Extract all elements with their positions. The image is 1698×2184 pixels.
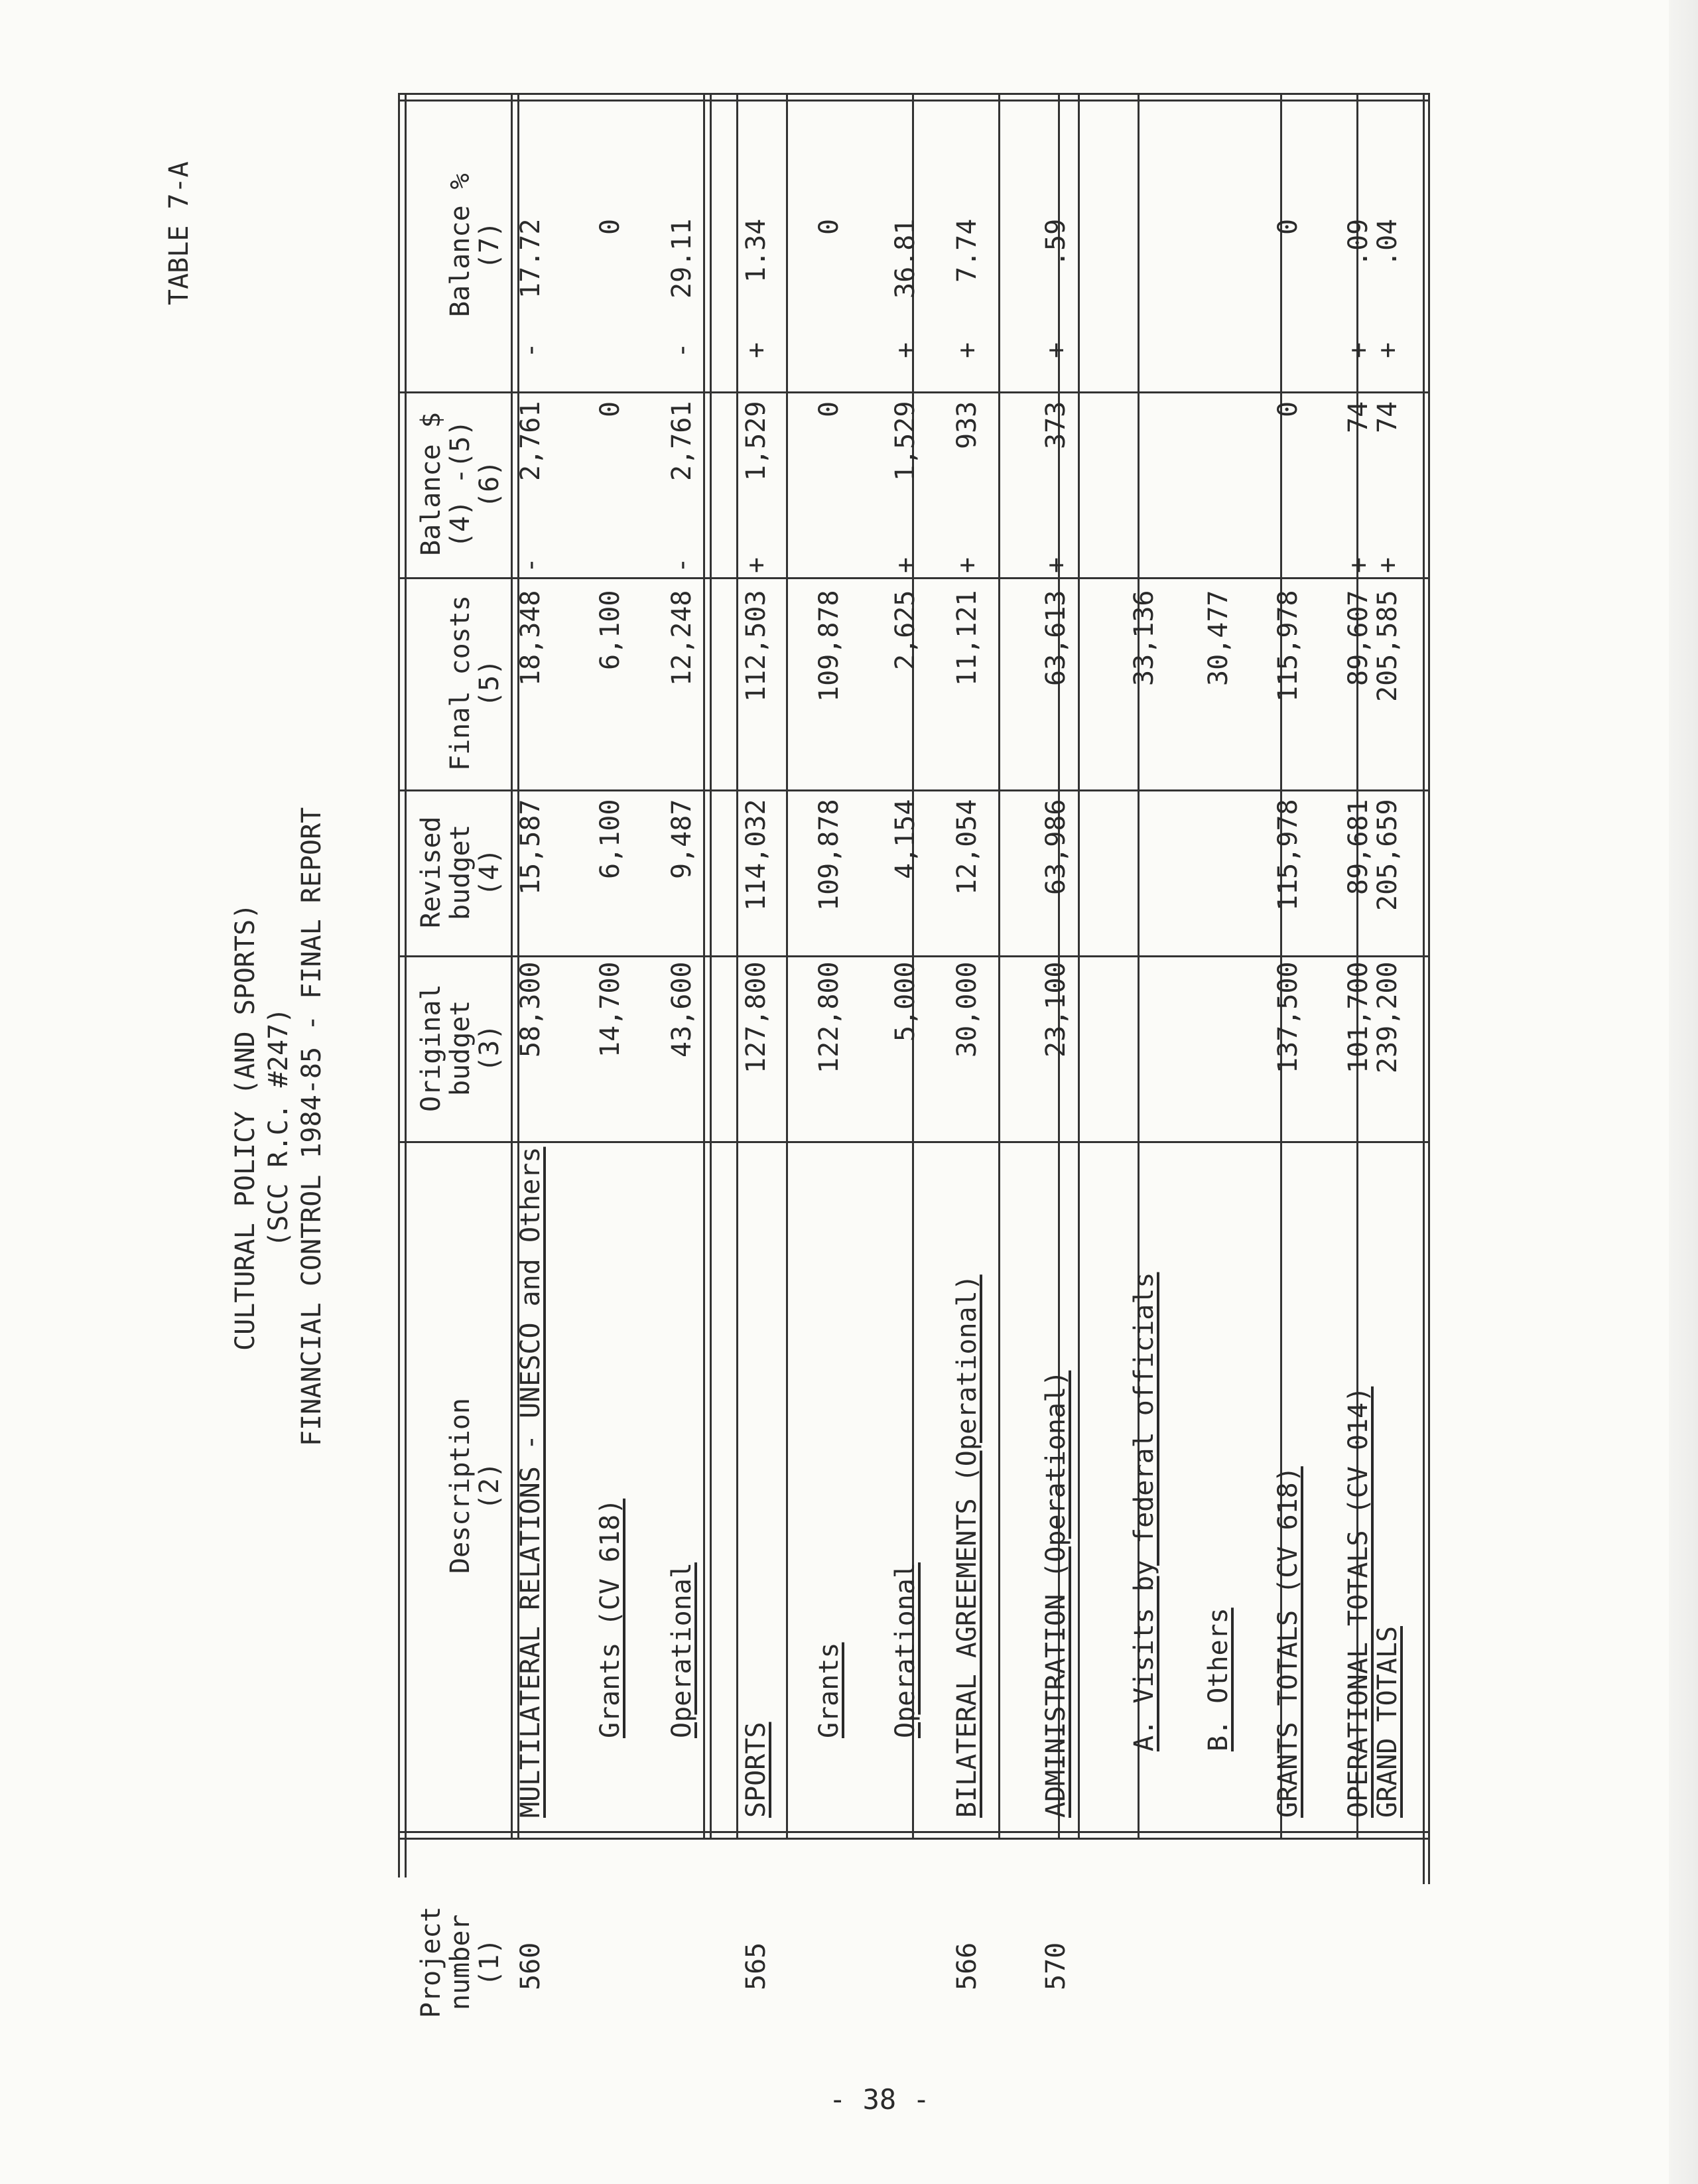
final-costs: 112,503 <box>741 590 771 702</box>
column-rule <box>398 577 1430 579</box>
header-c2-l1: Description <box>445 1398 476 1574</box>
row-description: Grants <box>814 1642 844 1738</box>
header-c5-l2: (5) <box>474 659 505 707</box>
final-costs: 89,607 <box>1343 590 1374 686</box>
header-c1-l1: Project <box>416 1905 446 2018</box>
balance-dollars: 2,761 <box>515 401 546 481</box>
final-costs: 205,585 <box>1372 590 1403 702</box>
balance-percent: 0 <box>814 218 844 235</box>
balance-percent: 29.11 <box>667 218 697 299</box>
row-description: Operational <box>890 1562 921 1738</box>
balance-pct-sign: + <box>1343 342 1374 358</box>
title-line-3: FINANCIAL CONTROL 1984-85 - FINAL REPORT <box>296 807 327 1446</box>
balance-percent: 36.81 <box>890 218 921 299</box>
balance-dollars: 373 <box>1041 401 1071 449</box>
balance-sign: + <box>1041 557 1071 573</box>
row-description: GRAND TOTALS <box>1372 1626 1403 1818</box>
balance-dollars: 0 <box>814 401 844 417</box>
header-c7-l1: Balance % <box>445 173 476 317</box>
revised-budget: 115,978 <box>1273 799 1303 911</box>
revised-budget: 12,054 <box>952 799 982 895</box>
row-description: SPORTS <box>741 1722 771 1818</box>
revised-budget: 6,100 <box>595 799 625 879</box>
balance-pct-sign: + <box>952 342 982 358</box>
header-c5-l1: Final costs <box>445 595 476 771</box>
header-c3-l1: Original <box>416 984 446 1112</box>
header-rule <box>398 1838 1430 1840</box>
balance-percent: .59 <box>1041 218 1071 267</box>
table-top-rule <box>398 100 1430 102</box>
balance-percent: 1.34 <box>741 218 771 283</box>
balance-pct-sign: + <box>741 342 771 358</box>
original-budget: 239,200 <box>1372 961 1403 1073</box>
column-rule <box>398 1831 1430 1833</box>
balance-dollars: 1,529 <box>890 401 921 481</box>
header-c6-l1: Balance $ <box>416 412 446 556</box>
balance-sign: + <box>952 557 982 573</box>
balance-dollars: 0 <box>1273 401 1303 417</box>
column-rule <box>398 391 1430 393</box>
original-budget: 5,000 <box>890 961 921 1042</box>
row-rule <box>1078 93 1080 1838</box>
row-description: OPERATIONAL TOTALS (CV 014) <box>1343 1386 1374 1818</box>
column-rule <box>398 789 1430 791</box>
original-budget: 30,000 <box>952 961 982 1058</box>
final-costs: 33,136 <box>1129 590 1159 686</box>
row-rule <box>710 93 712 1838</box>
final-costs: 30,477 <box>1203 590 1234 686</box>
revised-budget: 9,487 <box>667 799 697 879</box>
balance-dollars: 0 <box>595 401 625 417</box>
project-number: 566 <box>952 1942 982 1990</box>
column-rule <box>398 955 1430 957</box>
balance-dollars: 74 <box>1343 401 1374 433</box>
title-line-2: (SCC R.C. #247) <box>263 1007 294 1247</box>
row-description: Grants (CV 618) <box>595 1498 625 1738</box>
header-c4-l2: budget <box>445 824 476 920</box>
balance-sign: + <box>1372 557 1403 573</box>
row-description: B. Others <box>1203 1607 1234 1751</box>
header-c3-l2: budget <box>445 1000 476 1096</box>
balance-pct-sign: - <box>515 342 546 358</box>
balance-pct-sign: + <box>1041 342 1071 358</box>
header-c6-l3: (6) <box>474 460 505 508</box>
balance-sign: + <box>741 557 771 573</box>
balance-dollars: 933 <box>952 401 982 449</box>
header-c1-l3: (1) <box>474 1938 505 1986</box>
header-c4-l1: Revised <box>416 816 446 928</box>
project-number: 570 <box>1041 1942 1071 1990</box>
column-rule <box>398 1141 1430 1143</box>
balance-percent: 0 <box>595 218 625 235</box>
final-costs: 11,121 <box>952 590 982 686</box>
header-c3-l3: (3) <box>474 1024 505 1072</box>
original-budget: 58,300 <box>515 961 546 1058</box>
header-c6-l2: (4) -(5) <box>445 420 476 548</box>
row-description: MULTILATERAL RELATIONS - UNESCO and Others <box>515 1146 546 1818</box>
header-c1-l2: number <box>445 1914 476 2010</box>
balance-percent: 7.74 <box>952 218 982 283</box>
original-budget: 43,600 <box>667 961 697 1058</box>
balance-percent: .04 <box>1372 218 1403 267</box>
balance-sign: + <box>1343 557 1374 573</box>
final-costs: 12,248 <box>667 590 697 686</box>
original-budget: 101,700 <box>1343 961 1374 1073</box>
row-rule <box>703 93 705 1838</box>
revised-budget: 4,154 <box>890 799 921 879</box>
original-budget: 127,800 <box>741 961 771 1073</box>
table-left-rule <box>398 93 400 1877</box>
page-number: - 38 - <box>829 2083 930 2116</box>
balance-sign: - <box>667 557 697 573</box>
row-rule <box>511 93 513 1838</box>
revised-budget: 89,681 <box>1343 799 1374 895</box>
final-costs: 6,100 <box>595 590 625 670</box>
row-description: BILATERAL AGREEMENTS (Operational) <box>952 1274 982 1818</box>
title-line-1: CULTURAL POLICY (AND SPORTS) <box>230 903 261 1351</box>
final-costs: 18,348 <box>515 590 546 686</box>
table-right-rule <box>1423 93 1425 1884</box>
final-costs: 109,878 <box>814 590 844 702</box>
original-budget: 137,500 <box>1273 961 1303 1073</box>
balance-dollars: 74 <box>1372 401 1403 433</box>
balance-dollars: 1,529 <box>741 401 771 481</box>
revised-budget: 63,986 <box>1041 799 1071 895</box>
balance-pct-sign: + <box>1372 342 1403 358</box>
row-description: ADMINISTRATION (Operational) <box>1041 1370 1071 1818</box>
table-top-rule <box>398 93 1430 95</box>
header-c4-l3: (4) <box>474 848 505 896</box>
balance-percent: .09 <box>1343 218 1374 267</box>
table-right-rule <box>1428 93 1430 1884</box>
balance-dollars: 2,761 <box>667 401 697 481</box>
row-description: Operational <box>667 1562 697 1738</box>
balance-sign: + <box>890 557 921 573</box>
original-budget: 23,100 <box>1041 961 1071 1058</box>
row-description: A. Visits by federal officials <box>1129 1272 1159 1751</box>
revised-budget: 15,587 <box>515 799 546 895</box>
header-c2-l2: (2) <box>474 1462 505 1510</box>
final-costs: 115,978 <box>1273 590 1303 702</box>
final-costs: 2,625 <box>890 590 921 670</box>
table-left-rule <box>405 93 407 1877</box>
revised-budget: 205,659 <box>1372 799 1403 911</box>
row-description: GRANTS TOTALS (CV 618) <box>1273 1466 1303 1818</box>
table-id: TABLE 7-A <box>164 161 194 305</box>
project-number: 565 <box>741 1942 771 1990</box>
project-number: 560 <box>515 1942 546 1990</box>
original-budget: 14,700 <box>595 961 625 1058</box>
revised-budget: 114,032 <box>741 799 771 911</box>
revised-budget: 109,878 <box>814 799 844 911</box>
balance-percent: 17.72 <box>515 218 546 299</box>
balance-percent: 0 <box>1273 218 1303 235</box>
row-rule <box>736 93 738 1838</box>
original-budget: 122,800 <box>814 961 844 1073</box>
balance-pct-sign: - <box>667 342 697 358</box>
balance-pct-sign: + <box>890 342 921 358</box>
final-costs: 63,613 <box>1041 590 1071 686</box>
row-rule <box>786 93 788 1838</box>
header-c7-l2: (7) <box>474 221 505 269</box>
row-rule <box>998 93 1000 1838</box>
balance-sign: - <box>515 557 546 573</box>
